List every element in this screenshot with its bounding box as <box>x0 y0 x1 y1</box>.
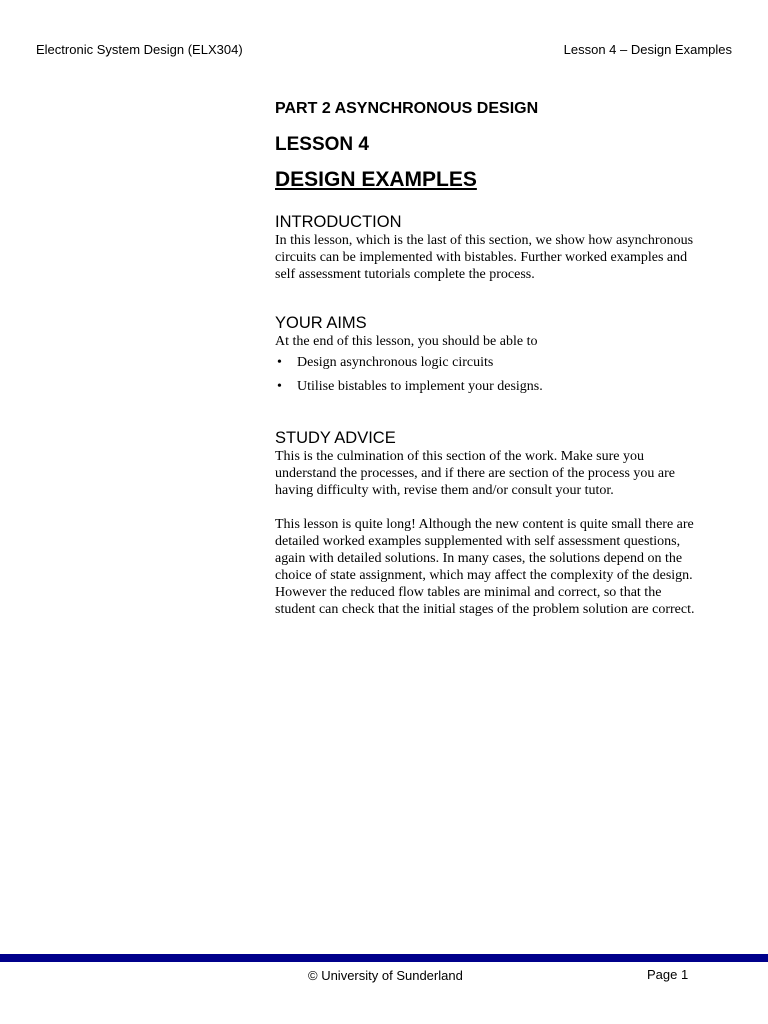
aims-section <box>275 313 695 395</box>
study-advice-section <box>275 428 695 618</box>
introduction-heading: INTRODUCTION <box>275 213 402 231</box>
aims-list <box>275 354 695 395</box>
study-advice-paragraph-2: This lesson is quite long! Although the new content is quite small there are detailed worked examples supplemented with self assessment questions, again with detailed solutions. In many cases, the solutions depend on the choice of state assignment, which may affect the complexity of the design. However the reduced flow tables are minimal and correct, so that the student can check that the initial stages of the problem solution are correct. <box>275 517 695 617</box>
aims-list-item: • Design asynchronous logic circuits <box>275 354 695 371</box>
aims-list-item: • Utilise bistables to implement your designs. <box>275 378 695 395</box>
aims-lead: At the end of this lesson, you should be able to <box>275 334 538 349</box>
part-title: PART 2 ASYNCHRONOUS DESIGN <box>275 100 539 117</box>
introduction-text: In this lesson, which is the last of this section, we show how asynchronous circuits can be implemented with bistables. Further worked examples and self assessment tutorials complete the process. <box>275 233 694 282</box>
header-lesson-ref: Lesson 4 – Design Examples <box>563 42 732 57</box>
study-advice-heading: STUDY ADVICE <box>275 429 396 447</box>
introduction-section <box>275 212 695 283</box>
lesson-title: LESSON 4 <box>275 134 369 155</box>
footer-page-number: Page 1 <box>647 967 689 982</box>
aims-heading: YOUR AIMS <box>275 314 367 332</box>
design-title: DESIGN EXAMPLES <box>275 168 477 191</box>
footer-rule <box>0 954 768 962</box>
header-course: Electronic System Design (ELX304) <box>36 42 243 57</box>
lesson-content <box>275 100 695 618</box>
footer-copyright: © University of Sunderland <box>308 968 463 983</box>
study-advice-paragraph-1: This is the culmination of this section of the work. Make sure you understand the processes, and if there are section of the process you are having difficulty with, revise them and/or consult your tutor. <box>275 449 676 498</box>
